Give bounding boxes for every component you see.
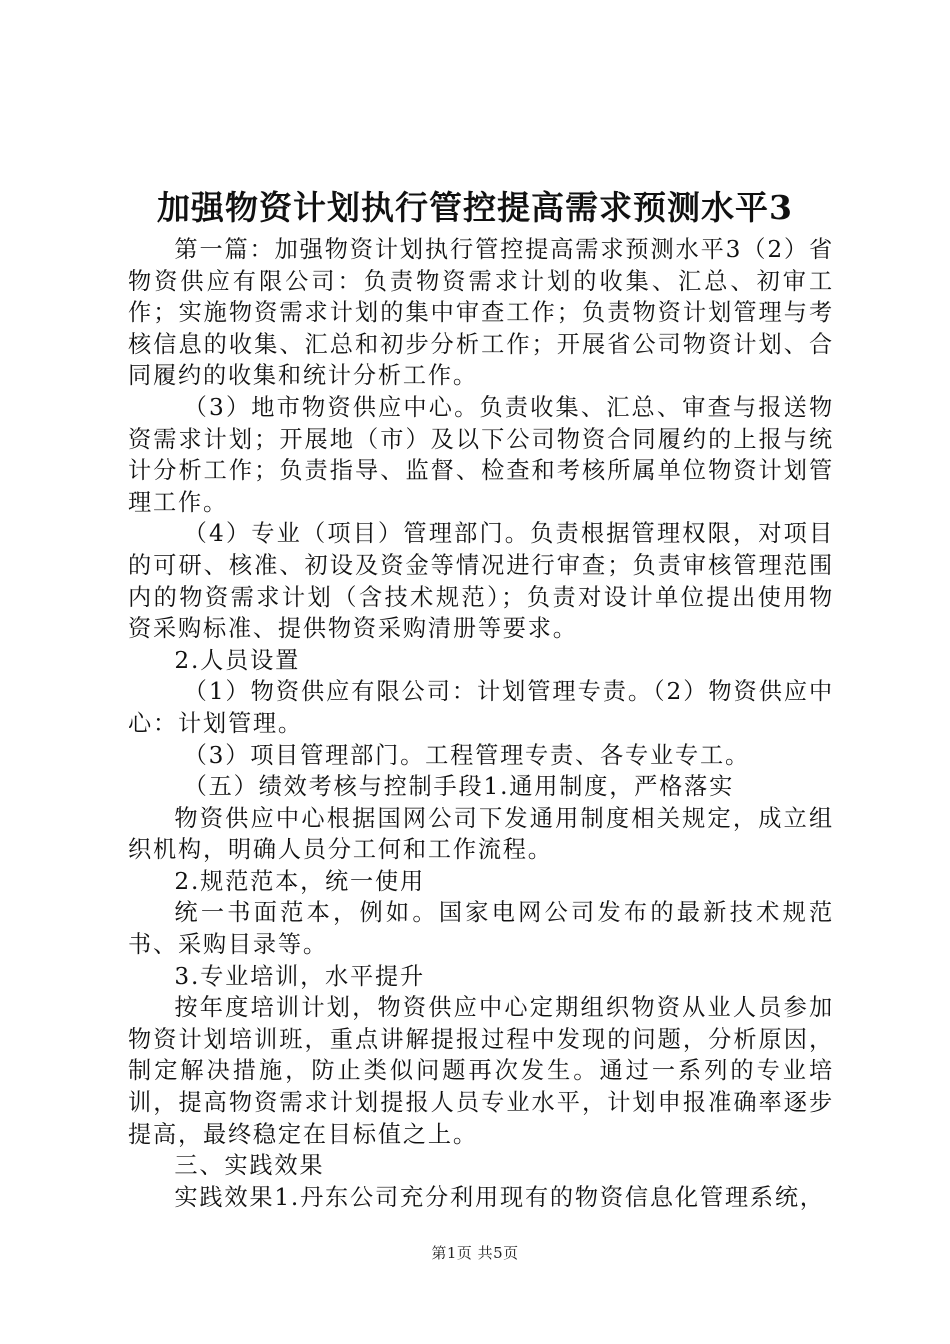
paragraph-11: 3.专业培训，水平提升 <box>174 962 426 990</box>
paragraph-1: 第一篇：加强物资计划执行管控提高需求预测水平3（2）省物资供应有限公司：负责物资需求计划的收集、汇总、初审工作；实施物资需求计划的集中审查工作；负责物资计划管理与考核信息的收集、汇总和初步分析工作；开展省公司物资计划、合同履约的收集和统计分析工作。 <box>128 236 834 390</box>
document-body <box>128 234 834 1213</box>
paragraph-7: （五）绩效考核与控制手段1.通用制度，严格落实 <box>183 773 735 801</box>
paragraph-10: 统一书面范本，例如。国家电网公司发布的最新技术规范书、采购目录等。 <box>128 899 834 959</box>
paragraph-12: 按年度培训计划，物资供应中心定期组织物资从业人员参加物资计划培训班，重点讲解提报过程中发现的问题，分析原因，制定解决措施，防止类似问题再次发生。通过一系列的专业培训，提高物资需求计划提报人员专业水平，计划申报准确率逐步提高，最终稳定在目标值之上。 <box>128 994 834 1148</box>
paragraph-13: 三、实践效果 <box>174 1152 325 1180</box>
paragraph-4: 2.人员设置 <box>174 646 301 674</box>
paragraph-6: （3）项目管理部门。工程管理专责、各专业专工。 <box>183 741 750 769</box>
document-title: 加强物资计划执行管控提高需求预测水平3 <box>157 188 793 227</box>
paragraph-3: （4）专业（项目）管理部门。负责根据管理权限，对项目的可研、核准、初设及资金等情况进行审查；负责审核管理范围内的物资需求计划（含技术规范）；负责对设计单位提出使用物资采购标准、提供物资采购清册等要求。 <box>128 520 834 643</box>
page-footer: 第1页 共5页 <box>431 1244 519 1262</box>
paragraph-14: 实践效果1.丹东公司充分利用现有的物资信息化管理系统， <box>174 1183 825 1211</box>
paragraph-8: 物资供应中心根据国网公司下发通用制度相关规定，成立组织机构，明确人员分工何和工作流程。 <box>128 804 834 864</box>
paragraph-5: （1）物资供应有限公司：计划管理专责。（2）物资供应中心：计划管理。 <box>128 678 834 737</box>
paragraph-9: 2.规范范本，统一使用 <box>174 867 426 895</box>
paragraph-2: （3）地市物资供应中心。负责收集、汇总、审查与报送物资需求计划；开展地（市）及以下公司物资合同履约的上报与统计分析工作；负责指导、监督、检查和考核所属单位物资计划管理工作。 <box>128 393 834 516</box>
